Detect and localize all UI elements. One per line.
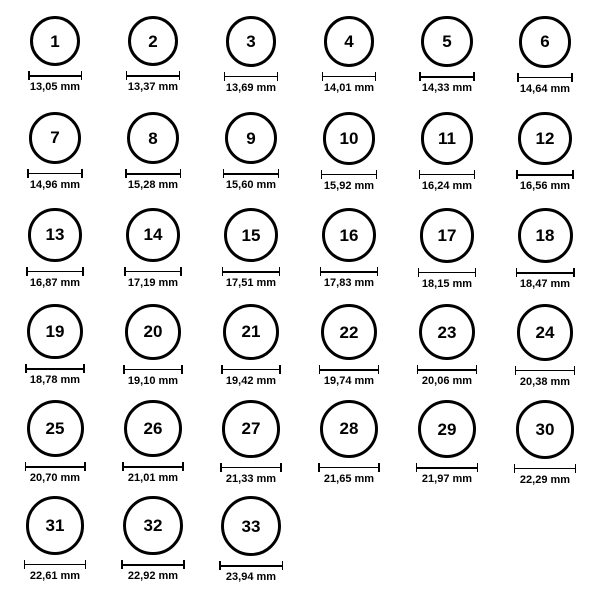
diameter-value: 21,97 mm (421, 473, 473, 486)
diameter-value: 15,92 mm (323, 179, 375, 192)
ring-size-cell (496, 202, 594, 298)
caliper-icon (417, 365, 477, 373)
diameter-value: 17,83 mm (323, 277, 375, 290)
ring-circle (29, 112, 81, 164)
caliper-icon (222, 267, 280, 275)
caliper-icon (124, 267, 182, 275)
diameter-measure (516, 170, 573, 192)
caliper-icon (322, 72, 377, 80)
ring-circle (225, 112, 277, 164)
diameter-value: 19,42 mm (225, 374, 277, 387)
ring-size-label: 25 (45, 419, 65, 438)
ring-size-label: 27 (241, 419, 261, 439)
diameter-measure (417, 365, 477, 387)
diameter-measure (24, 560, 87, 582)
ring-circle (125, 304, 181, 360)
ring-circle (419, 304, 475, 360)
ring-size-label: 14 (143, 225, 163, 245)
diameter-measure (320, 267, 378, 289)
ring-size-cell (6, 106, 104, 202)
diameter-measure (122, 462, 183, 484)
diameter-value: 16,87 mm (29, 276, 81, 289)
ring-circle (420, 208, 475, 263)
ring-circle (126, 208, 180, 262)
ring-size-cell (6, 490, 104, 586)
ring-circle (418, 400, 476, 458)
diameter-measure (222, 267, 280, 289)
ring-circle (517, 304, 574, 361)
ring-circle (28, 208, 82, 262)
ring-circle (516, 400, 575, 459)
ring-circle (127, 112, 179, 164)
ring-size-cell (496, 10, 594, 106)
ring-circle (224, 208, 278, 262)
diameter-measure (25, 462, 86, 484)
caliper-icon (122, 462, 183, 470)
ring-size-label: 26 (143, 419, 163, 439)
caliper-icon (419, 170, 476, 178)
caliper-icon (516, 170, 573, 178)
ring-size-label: 31 (45, 515, 65, 535)
ring-circle (321, 304, 377, 360)
ring-circle (26, 496, 85, 555)
ring-size-cell (104, 202, 202, 298)
diameter-value: 14,01 mm (323, 81, 375, 94)
ring-size-cell (6, 202, 104, 298)
diameter-value: 19,74 mm (323, 375, 375, 388)
diameter-value: 16,56 mm (519, 180, 571, 193)
ring-circle (322, 208, 376, 262)
ring-size-label: 20 (143, 322, 163, 342)
diameter-value: 15,28 mm (127, 179, 179, 191)
ring-size-label: 15 (241, 225, 261, 245)
ring-size-cell (6, 298, 104, 394)
diameter-value: 17,19 mm (127, 276, 179, 289)
diameter-measure (418, 268, 477, 290)
diameter-value: 20,70 mm (29, 472, 81, 484)
ring-circle (518, 208, 573, 263)
ring-size-label: 5 (442, 32, 452, 52)
ring-size-cell (398, 298, 496, 394)
ring-circle (421, 16, 472, 67)
ring-size-label: 6 (540, 32, 550, 52)
diameter-measure (219, 561, 283, 583)
ring-size-cell (104, 106, 202, 202)
ring-size-label: 11 (438, 128, 456, 148)
diameter-measure (125, 169, 181, 191)
diameter-value: 22,92 mm (127, 570, 179, 583)
ring-circle (123, 496, 182, 555)
diameter-value: 14,33 mm (421, 82, 473, 95)
diameter-value: 17,51 mm (225, 277, 277, 290)
diameter-measure (517, 73, 573, 95)
ring-size-label: 7 (50, 128, 60, 148)
ring-circle (221, 496, 281, 556)
caliper-icon (419, 72, 474, 80)
ring-size-cell (496, 394, 594, 490)
diameter-value: 19,10 mm (127, 374, 179, 387)
caliper-icon (25, 364, 84, 372)
caliper-icon (126, 71, 180, 79)
ring-size-cell (398, 394, 496, 490)
caliper-icon (319, 365, 379, 373)
ring-size-cell (202, 106, 300, 202)
diameter-measure (121, 560, 184, 582)
diameter-measure (220, 463, 282, 485)
ring-circle (518, 112, 571, 165)
ring-size-grid (6, 10, 594, 586)
diameter-measure (124, 267, 182, 289)
diameter-value: 20,38 mm (519, 375, 571, 388)
ring-size-label: 24 (535, 322, 555, 342)
diameter-value: 21,33 mm (225, 472, 277, 485)
diameter-value: 15,60 mm (225, 179, 277, 192)
ring-circle (27, 304, 82, 359)
diameter-measure (223, 169, 279, 191)
ring-circle (320, 400, 378, 458)
ring-size-cell (104, 298, 202, 394)
ring-circle (226, 16, 277, 67)
ring-circle (421, 112, 474, 165)
diameter-value: 20,06 mm (421, 375, 473, 388)
ring-size-cell (6, 10, 104, 106)
ring-size-cell (398, 10, 496, 106)
ring-circle (519, 16, 571, 68)
ring-size-label: 3 (246, 31, 256, 51)
ring-size-cell (300, 298, 398, 394)
diameter-value: 13,69 mm (225, 81, 277, 94)
ring-circle (128, 16, 178, 66)
caliper-icon (515, 366, 576, 374)
ring-size-cell (496, 298, 594, 394)
diameter-measure (123, 365, 183, 387)
caliper-icon (517, 73, 573, 81)
diameter-value: 14,64 mm (519, 82, 571, 95)
ring-size-label: 10 (339, 128, 359, 148)
diameter-measure (416, 463, 478, 485)
ring-size-cell (398, 202, 496, 298)
diameter-value: 22,29 mm (519, 473, 571, 486)
diameter-measure (419, 170, 476, 192)
caliper-icon (514, 464, 577, 472)
ring-size-cell (496, 106, 594, 202)
caliper-icon (26, 267, 84, 275)
caliper-icon (25, 462, 86, 470)
caliper-icon (125, 169, 181, 177)
ring-size-cell (300, 394, 398, 490)
caliper-icon (121, 560, 184, 568)
diameter-value: 16,24 mm (421, 179, 473, 192)
diameter-measure (25, 364, 84, 386)
diameter-measure (515, 366, 576, 388)
ring-size-cell (202, 490, 300, 586)
ring-size-label: 19 (45, 322, 65, 342)
diameter-measure (27, 169, 83, 191)
ring-size-label: 23 (437, 322, 457, 342)
ring-size-cell (202, 394, 300, 490)
caliper-icon (321, 170, 378, 178)
diameter-measure (516, 268, 575, 290)
ring-size-label: 22 (339, 322, 359, 342)
ring-size-cell (300, 106, 398, 202)
ring-size-label: 18 (535, 226, 555, 245)
diameter-value: 21,01 mm (127, 472, 179, 485)
caliper-icon (223, 169, 279, 177)
diameter-value: 22,61 mm (29, 569, 81, 582)
diameter-value: 18,47 mm (519, 278, 571, 290)
diameter-measure (28, 71, 82, 93)
ring-size-cell (6, 394, 104, 490)
ring-size-label: 8 (148, 128, 158, 148)
diameter-value: 18,78 mm (29, 374, 81, 387)
caliper-icon (416, 463, 478, 471)
ring-size-label: 2 (148, 31, 158, 51)
ring-size-label: 9 (246, 128, 256, 148)
ring-size-label: 17 (437, 225, 457, 245)
ring-size-label: 4 (344, 31, 354, 51)
caliper-icon (28, 71, 82, 79)
ring-size-label: 33 (241, 516, 261, 536)
diameter-value: 13,05 mm (29, 81, 81, 93)
caliper-icon (27, 169, 83, 177)
ring-circle (124, 400, 181, 457)
diameter-measure (419, 72, 474, 94)
ring-size-cell (104, 10, 202, 106)
ring-size-label: 1 (50, 31, 60, 51)
ring-size-label: 30 (535, 419, 555, 439)
diameter-value: 23,94 mm (225, 571, 277, 583)
ring-size-label: 16 (339, 225, 359, 245)
ring-circle (324, 16, 375, 67)
diameter-value: 13,37 mm (127, 81, 179, 94)
caliper-icon (123, 365, 183, 373)
caliper-icon (320, 267, 378, 275)
diameter-measure (224, 72, 279, 94)
ring-size-cell (202, 202, 300, 298)
ring-size-label: 28 (339, 419, 359, 439)
ring-size-cell (104, 490, 202, 586)
ring-circle (30, 16, 80, 66)
ring-size-label: 32 (143, 516, 163, 536)
ring-size-label: 13 (45, 225, 65, 245)
caliper-icon (418, 268, 477, 276)
diameter-value: 21,65 mm (323, 472, 375, 485)
diameter-value: 14,96 mm (29, 178, 81, 191)
diameter-measure (126, 71, 180, 93)
ring-size-label: 21 (241, 322, 261, 342)
ring-circle (223, 304, 279, 360)
ring-size-cell (202, 10, 300, 106)
diameter-measure (318, 463, 380, 485)
ring-size-cell (398, 106, 496, 202)
ring-circle (323, 112, 376, 165)
caliper-icon (224, 72, 279, 80)
diameter-measure (26, 267, 84, 289)
caliper-icon (221, 365, 281, 373)
diameter-measure (221, 365, 281, 387)
caliper-icon (24, 560, 87, 568)
diameter-measure (514, 464, 577, 486)
diameter-measure (319, 365, 379, 387)
diameter-value: 18,15 mm (421, 277, 473, 290)
diameter-measure (321, 170, 378, 192)
caliper-icon (220, 463, 282, 471)
ring-size-label: 12 (535, 129, 555, 149)
ring-size-cell (300, 202, 398, 298)
caliper-icon (516, 268, 575, 276)
ring-circle (27, 400, 84, 457)
ring-circle (222, 400, 280, 458)
caliper-icon (219, 561, 283, 569)
caliper-icon (318, 463, 380, 471)
ring-size-cell (202, 298, 300, 394)
ring-size-cell (104, 394, 202, 490)
diameter-measure (322, 72, 377, 94)
ring-size-label: 29 (437, 419, 457, 439)
ring-size-cell (300, 10, 398, 106)
